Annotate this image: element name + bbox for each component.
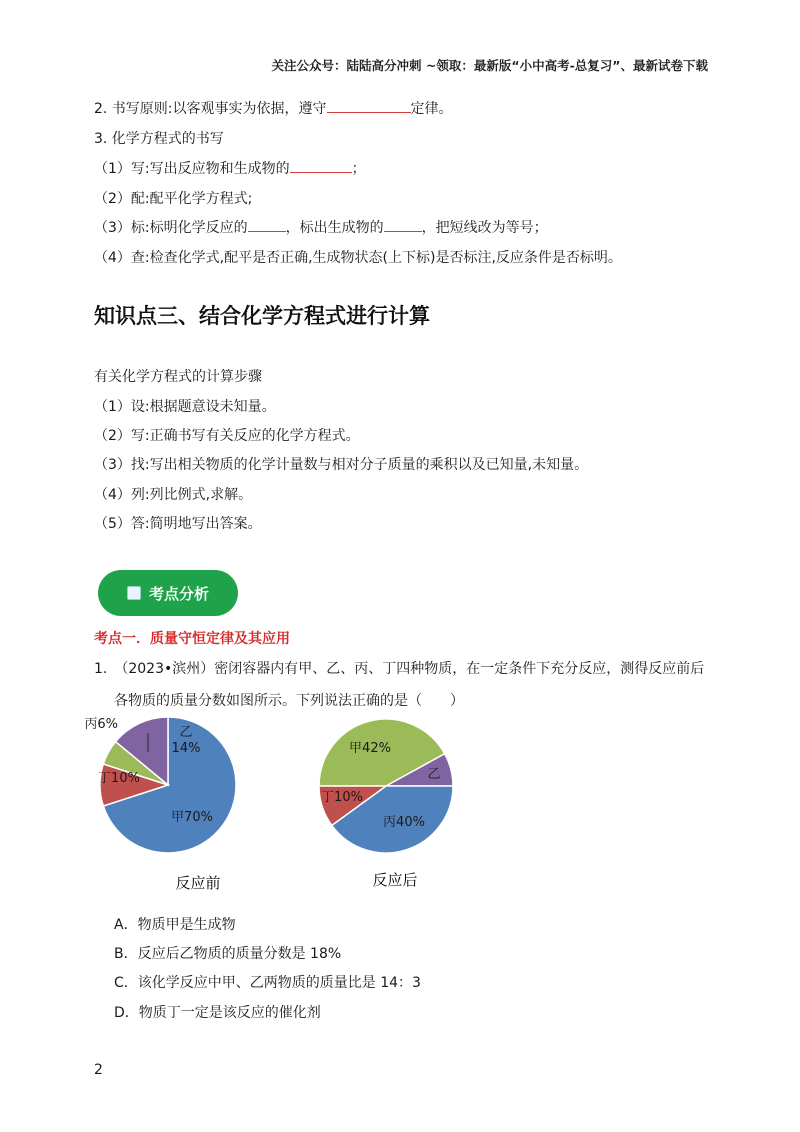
pie-after (319, 719, 453, 853)
principle-text: 2. 书写原则:以客观事实为依据，遵守 (94, 101, 327, 117)
option-c[interactable]: C．该化学反应中甲、乙两物质的质量比是 14：3 (114, 975, 421, 991)
fill-blank-2[interactable] (290, 160, 352, 173)
kaodian-title: 考点一．质量守恒定律及其应用 (94, 631, 290, 647)
step-write-line (94, 158, 366, 178)
calc-step-1: （1）设:根据题意设未知量。 (94, 399, 276, 415)
section-title: 知识点三、结合化学方程式进行计算 (94, 304, 430, 328)
after-label-乙: 乙 (427, 767, 441, 782)
pie-after-title: 反应后 (372, 871, 418, 889)
principle-suffix: 定律。 (410, 101, 453, 117)
option-b[interactable]: B．反应后乙物质的质量分数是 18% (114, 946, 342, 962)
step-mark-text-a: （3）标:标明化学反应的 (94, 220, 248, 236)
step-balance-line: （2）配:配平化学方程式; (94, 191, 253, 207)
pie-charts (84, 706, 500, 896)
pie-before-title: 反应前 (175, 874, 221, 892)
pie-before (84, 717, 236, 853)
calc-steps-intro: 有关化学方程式的计算步骤 (94, 369, 262, 385)
fill-blank-1[interactable] (327, 100, 411, 113)
fill-blank-4[interactable] (384, 219, 422, 232)
after-label-丙: 丙40% (383, 815, 425, 830)
page-number: 2 (94, 1062, 103, 1078)
after-label-丁: 丁10% (321, 790, 363, 805)
analysis-badge-label: 考点分析 (148, 584, 209, 603)
step-write-suffix: ； (351, 161, 366, 177)
option-a[interactable]: A．物质甲是生成物 (114, 917, 236, 933)
calc-step-5: （5）答:简明地写出答案。 (94, 516, 262, 532)
writing-heading: 3. 化学方程式的书写 (94, 131, 224, 147)
step-check-line: （4）查:检查化学式,配平是否正确,生成物状态(上下标)是否标注,反应条件是否标明。 (94, 250, 622, 266)
before-label-丙: 丙6% (84, 717, 118, 732)
calc-step-4: （4）列:列比例式,求解。 (94, 487, 253, 503)
calc-step-3: （3）找:写出相关物质的化学计量数与相对分子质量的乘积以及已知量,未知量。 (94, 457, 589, 473)
principle-line (94, 98, 453, 118)
option-d[interactable]: D．物质丁一定是该反应的催化剂 (114, 1005, 321, 1021)
before-label-乙: 14% (171, 741, 201, 756)
step-write-text: （1）写:写出反应物和生成物的 (94, 161, 290, 177)
before-label-top-乙: 乙 (179, 725, 193, 740)
before-label-丁: 丁10% (98, 771, 140, 786)
step-mark-text-c: ，把短线改为等号； (421, 220, 548, 236)
step-mark-line (94, 217, 548, 237)
calc-step-2: （2）写:正确书写有关反应的化学方程式。 (94, 428, 360, 444)
fill-blank-3[interactable] (248, 219, 286, 232)
analysis-badge (98, 570, 238, 616)
notebook-icon (127, 586, 141, 600)
step-mark-text-b: ，标出生成物的 (285, 220, 384, 236)
before-label-甲: 甲70% (171, 810, 213, 825)
question-line-2: 各物质的质量分数如图所示。下列说法正确的是（ ） (114, 693, 464, 709)
question-line-1: 1. （2023•滨州）密闭容器内有甲、乙、丙、丁四种物质，在一定条件下充分反应，测得反应前后 (94, 661, 705, 677)
after-label-甲: 甲42% (349, 741, 391, 756)
page-header: 关注公众号：陆陆高分冲刺 ~领取：最新版“小中高考-总复习”、最新试卷下载 (271, 58, 708, 73)
